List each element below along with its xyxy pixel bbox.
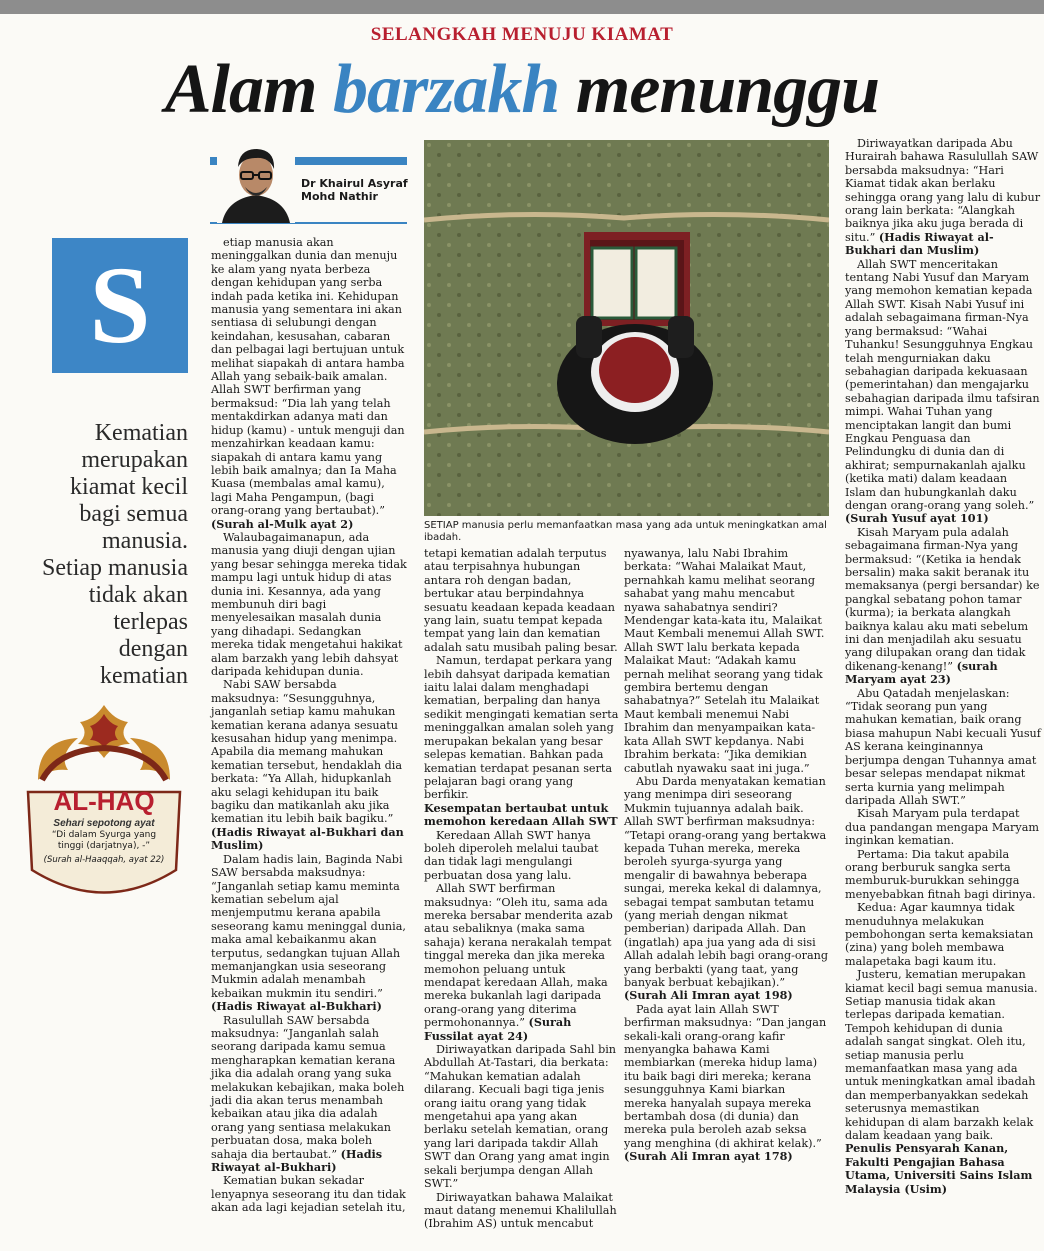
article-paragraph [211,1174,407,1214]
article-paragraph [845,137,1041,258]
citation: (Hadis Riwayat al-Bukhari dan Muslim) [211,824,404,853]
paragraph-text: Dalam hadis lain, Baginda Nabi SAW bersabda maksudnya: “Janganlah setiap kamu meminta kematian sebelum ajal menjemputmu kerana apabila seseorang kamu meninggal dunia, maka amal kebaikanmu akan terputus, sedangkan tujuan Allah memanjangkan usia seseorang Mukmin adalah menambah kebaikan mukmin itu sendiri.” [211,852,406,1000]
paragraph-text: etiap manusia akan meninggalkan dunia dan menuju ke alam yang nyata berbeza dengan kehidupan yang serba indah pada ketika ini. Kehidupan manusia yang sementara ini akan sentiasa di selubungi dengan keindahan, kesusahan, cabaran dan pelbagai lagi bertujuan untuk melihat siapakah di antara hamba Allah yang sebaik-baik amalan. Allah SWT berfirman yang bermaksud: “Dia lah yang telah mentakdirkan adanya mati dan hidup (kamu) - untuk menguji dan menzahirkan keadaan kamu: siapakah di antara kamu yang lebih baik amalnya; dan Ia Maha Kuasa (membalas amal kamu), lagi Maha Pengampun, (bagi orang-orang yang bertaubat).” [211,236,405,518]
photo-caption: SETIAP manusia perlu memanfaatkan masa yang ada untuk meningkatkan amal ibadah. [424,520,827,543]
headline [0,50,1044,130]
paragraph-text: Diriwayatkan bahawa Malaikat maut datang menemui Khalilullah (Ibrahim AS) untuk mencabut [424,1190,617,1231]
article-paragraph [211,678,407,852]
paragraph-text: Walaubagaimanapun, ada manusia yang diuji dengan ujian yang besar sehingga mereka tidak mampu lagi untuk hidup di atas dunia ini. Kesannya, ada yang membunuh diri bagi menyelesaikan masalah dunia yang dihadapi. Sedangkan mereka tidak mengetahui hakikat alam barzakh yang lebih dahsyat daripada kehidupan dunia. [211,530,407,678]
al-haq-badge [18,700,190,915]
badge-subtitle: Sehari sepotong ayat [53,818,155,829]
article-paragraph [845,258,1041,526]
subheading: Penulis Pensyarah Kanan, Fakulti Pengajian Bahasa Utama, Universiti Sains Islam Malaysia (Usim) [845,1141,1033,1196]
citation: (Surah Ali Imran ayat 178) [624,1149,793,1164]
paragraph-text: Namun, terdapat perkara yang lebih dahsyat daripada kematian iaitu lalai dalam menghadapi kematian, berpaling dan hanya sedikit mengingati kematian serta meninggalkan amalan soleh yang merupakan bekalan yang besar selepas kematian. Bahkan pada kematian terdapat pesanan serta pelajaran bagi orang yang berfikir. [424,654,619,802]
article-paragraph [845,807,1041,847]
article-paragraph [211,531,407,678]
article-paragraph [845,526,1041,687]
article-paragraph [845,968,1041,1142]
top-rule [0,0,1044,14]
paragraph-text: nyawanya, lalu Nabi Ibrahim berkata: “Wahai Malaikat Maut, pernahkah kamu melihat seorang sahabat yang mahu mencabut nyawa sahabatnya sendiri? Mendengar kata-kata itu, Malaikat Maut Kembali menemui Allah SWT. Allah SWT lalu berkata kepada Malaikat Maut: “Adakah kamu pernah melihat seorang yang tidak gembira bertemu dengan sahabatnya?” Setelah itu Malaikat Maut kembali menemui Nabi Ibrahim dan menyampaikan kata-kata Allah SWT kepdanya. Nabi Ibrahim berkata: “Jika demikian cabutlah nyawaku saat ini juga.” [624,547,825,775]
article-paragraph [424,829,619,883]
headline-part-2: barzakh [332,51,560,128]
paragraph-text: Diriwayatkan daripada Abu Hurairah bahawa Rasulullah SAW bersabda maksudnya: “Hari Kiamat tidak akan berlaku sehingga orang yang lalu di kubur orang lain berkata: “Alangkah baiknya jika aku juga berada di situ.” [845,137,1041,244]
citation: (Hadis Riwayat al-Bukhari) [211,999,382,1014]
paragraph-text: Kisah Maryam pula terdapat dua pandangan mengapa Maryam inginkan kematian. [845,807,1039,848]
article-column-4 [845,137,1041,1196]
citation: (Surah Fussilat ayat 24) [424,1015,572,1043]
article-paragraph [424,547,619,654]
paragraph-text: Allah SWT berfirman maksudnya: “Oleh itu, sama ada mereka bersabar menderita azab atau sebaliknya (maka sama sahaja) kerana nerakalah tempat tinggal mereka dan jika mereka memohon peluang untuk mendapat keredaan Allah, maka mereka bukanlah lagi daripada orang-orang yang diterima permohonannya.” [424,882,613,1030]
paragraph-text: Pertama: Dia takut apabila orang berburuk sangka serta memburuk-burukkan sehingga menyebabkan fitnah bagi dirinya. [845,847,1036,901]
article-paragraph [424,882,619,1043]
paragraph-text: Abu Qatadah menjelaskan: “Tidak seorang pun yang mahukan kematian, baik orang biasa mahupun Nabi kecuali Yusuf AS kerana keinginannya berjumpa dengan Tuhannya amat besar selepas mendapat nikmat serta kurnia yang melimpah daripada Allah SWT.” [845,686,1041,807]
headline-part-3: menunggu [559,51,880,128]
citation: (Surah Yusuf ayat 101) [845,511,989,526]
badge-source: (Surah al-Haaqqah, ayat 22) [43,855,165,865]
drop-cap: S [52,238,188,373]
section-kicker: SELANGKAH MENUJU KIAMAT [370,24,674,45]
article-paragraph [424,1043,619,1190]
citation: (Hadis Riwayat al-Bukhari) [211,1146,383,1175]
paragraph-text: Justeru, kematian merupakan kiamat kecil bagi semua manusia. Setiap manusia tidak akan terlepas daripada kematian. Tempoh kehidupan di dunia adalah sangat singkat. Oleh itu, setiap manusia perlu memanfaatkan masa yang ada untuk meningkatkan amal ibadah dan memperbanyakkan sedekah seterusnya memastikan kehidupan di alam barzakh kelak dalam keadaan yang baik. [845,968,1038,1143]
article-paragraph [845,687,1041,808]
author-photo [217,137,295,223]
citation: (surah Maryam ayat 23) [845,658,998,687]
article-column-2 [424,547,619,1231]
article-paragraph [424,654,619,801]
article-paragraph [624,547,829,775]
subheading: Kesempatan bertaubat untuk memohon keredaan Allah SWT [424,800,618,829]
article-paragraph [845,901,1041,968]
paragraph-text: tetapi kematian adalah terputus atau terpisahnya hubungan antara roh dengan badan, bertukar atau berpindahnya sesuatu keadaan kepada keadaan yang lain, suatu tempat kepada tempat yang lain dan kematian adalah satu musibah paling besar. [424,547,618,654]
citation: (Surah Ali Imran ayat 198) [624,988,793,1003]
article-paragraph [424,802,619,829]
article-column-1 [211,236,407,1215]
citation: (Surah al-Mulk ayat 2) [211,516,354,531]
paragraph-text: Kedua: Agar kaumnya tidak menuduhnya melakukan pembohongan serta kemaksiatan (zina) yang boleh membawa malapetaka bagi kaum itu. [845,901,1034,968]
article-paragraph [845,848,1041,902]
paragraph-text: Allah SWT menceritakan tentang Nabi Yusuf dan Maryam yang memohon kematian kepada Allah SWT. Kisah Nabi Yusuf ini adalah sebagaimana firman-Nya yang bermaksud: “Wahai Tuhanku! Sesungguhnya Engkau telah mengurniakan daku sebahagian daripada kekuasaan (pemerintahan) dan mengajarku sebahagian daripada ilmu tafsiran mimpi. Wahai Tuhan yang menciptakan langit dan bumi Engkau Penguasa dan Pelindungku di dunia dan di akhirat; sempurnakanlah ajalku (ketika mati) dalam keadaan Islam dan hubungkanlah daku dengan orang-orang yang soleh.” [845,257,1040,512]
paragraph-text: Pada ayat lain Allah SWT berfirman maksudnya: “Dan jangan sekali-kali orang-orang kafir menyangka bahawa Kami membiarkan (mereka hidup lama) itu baik bagi diri mereka; kerana sesungguhnya Kami biarkan mereka hanyalah supaya mereka bertambah dosa (di dunia) dan mereka pula beroleh azab seksa yang menghina (di akhirat kelak).” [624,1002,827,1150]
article-paragraph [211,1014,407,1175]
article-paragraph [624,1003,829,1164]
paragraph-text: Keredaan Allah SWT hanya boleh diperoleh melalui taubat dan tidak lagi mengulangi perbuatan dosa yang lalu. [424,828,599,882]
paragraph-text: Kematian bukan sekadar lenyapnya seseorang itu dan tidak akan ada lagi kejadian setelah itu, [211,1174,406,1215]
headline-part-1: Alam [164,51,333,128]
article-paragraph [211,236,407,531]
pull-quote: Kematian merupakan kiamat kecil bagi semua manusia. Setiap manusia tidak akan terlepas dengan kematian [42,420,188,689]
article-column-3 [624,547,829,1164]
article-paragraph [624,775,829,1003]
article-paragraph [424,1191,619,1231]
paragraph-text: Diriwayatkan daripada Sahl bin Abdullah At-Tastari, dia berkata: “Mahukan kematian adalah dilarang. Kecuali bagi tiga jenis orang iaitu orang yang tidak mengetahui apa yang akan berlaku setelah kematian, orang yang lari daripada takdir Allah SWT dan Orang yang amat ingin sekali berjumpa dengan Allah SWT.” [424,1043,617,1191]
paragraph-text: Nabi SAW bersabda maksudnya: “Sesungguhnya, janganlah setiap kamu mahukan kematian kerana adanya sesuatu kesusahan hidup yang menimpa. Apabila dia memang mahukan kematian tersebut, hendaklah dia berkata: “Ya Allah, hidupkanlah aku selagi kehidupan itu baik bagiku dan matikanlah aku jika kematian itu lebih baik bagiku.” [211,678,403,826]
paragraph-text: Kisah Maryam pula adalah sebagaimana firman-Nya yang bermaksud: “(Ketika ia hendak bersalin) maka sakit beranak itu memaksanya (pergi bersandar) ke pangkal sebatang pohon tamar (kurma); ia berkata alangkah baiknya kalau aku mati sebelum ini dan menjadilah aku sesuatu yang dilupakan orang dan tidak dikenang-kenang!” [845,525,1040,673]
badge-title: AL-HAQ [53,786,155,816]
author-name: Dr Khairul Asyraf Mohd Nathir [301,177,408,203]
article-paragraph [211,853,407,1014]
article-photo [424,140,829,516]
paragraph-text: Rasulullah SAW bersabda maksudnya: “Janganlah salah seorang daripada kamu semua mengharapkan kematian kerana jika dia adalah orang yang suka melakukan kebajikan, maka boleh jadi dia akan terus menambah kebaikan atau jika dia adalah orang yang sentiasa melakukan perbuatan dosa, maka boleh sahaja dia bertaubat.” [211,1013,405,1161]
citation: (Hadis Riwayat al-Bukhari dan Muslim) [845,229,994,258]
badge-quote: “Di dalam Syurga yang tinggi (darjatnya), -” [51,830,157,851]
paragraph-text: Abu Darda menyatakan kematian yang menimpa diri seseorang Mukmin tujuannya adalah baik. Allah SWT berfirman maksudnya: “Tetapi orang-orang yang bertakwa kepada Tuhan mereka, mereka beroleh syurga-syurga yang mengalir di bawahnya beberapa sungai, mereka kekal di dalamnya, sebagai tempat sambutan tetamu (yang meriah dengan nikmat pemberian) daripada Allah. Dan (ingatlah) apa jua yang ada di sisi Allah adalah lebih bagi orang-orang yang berbakti (yang taat, yang banyak berbuat kebajikan).” [624,774,829,989]
article-paragraph [845,1142,1041,1196]
